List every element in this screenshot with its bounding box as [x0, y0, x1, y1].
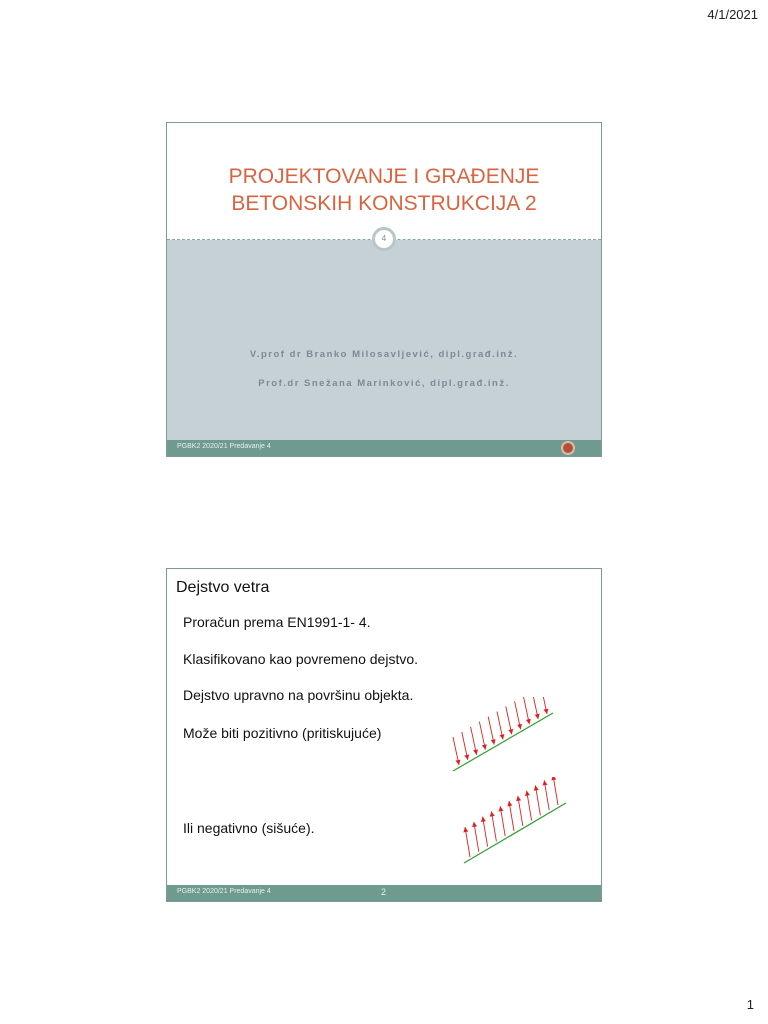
pressure-arrow: [462, 732, 469, 760]
title-body-area: [167, 240, 601, 440]
suction-arrow: [551, 777, 558, 805]
suction-arrow: [507, 801, 514, 831]
bullet-item: Dejstvo upravno na površinu objekta.: [183, 687, 414, 703]
footer-label: PGBK2 2020/21 Predavanje 4: [177, 443, 271, 450]
slide-number-badge: 4: [372, 227, 396, 251]
slide-number: 2: [381, 887, 387, 897]
negative-pressure-diagram: [452, 777, 582, 867]
slide-wind-action: [166, 568, 602, 902]
suction-arrow: [525, 791, 532, 821]
page-number: 1: [746, 997, 754, 1012]
pressure-arrow: [506, 706, 513, 734]
bullet-item: Proračun prema EN1991-1- 4.: [183, 614, 371, 630]
suction-arrow: [543, 780, 550, 810]
footer-label: PGBK2 2020/21 Predavanje 4: [177, 888, 271, 895]
bullet-item: Ili negativno (sišuće).: [183, 820, 315, 836]
slide-footer: [167, 885, 601, 901]
author-1: V.prof dr Branko Milosavljević, dipl.građ.inž.: [249, 349, 519, 360]
suction-arrow: [516, 796, 523, 826]
author-2: Prof.dr Snežana Marinković, dipl.građ.inž.: [258, 378, 510, 389]
suction-arrow: [472, 822, 479, 852]
slide-title-text: [167, 163, 601, 217]
suction-arrow: [463, 827, 470, 857]
pressure-arrow: [515, 701, 522, 729]
pressure-arrow: [488, 717, 495, 745]
suction-arrow: [481, 817, 488, 847]
title-line-2: BETONSKIH KONSTRUKCIJA 2: [231, 192, 537, 215]
slide-heading: Dejstvo vetra: [176, 579, 270, 596]
title-line-1: PROJEKTOVANJE I GRAĐENJE: [228, 165, 540, 188]
pressure-arrow: [471, 727, 478, 755]
pressure-arrow: [453, 737, 460, 765]
bullet-item: Klasifikovano kao povremeno dejstvo.: [183, 651, 419, 667]
suction-arrow: [534, 785, 541, 815]
slide-title: [166, 122, 602, 457]
suction-arrow: [499, 806, 506, 836]
page-date: 4/1/2021: [707, 7, 758, 22]
surface-line: [464, 803, 566, 863]
pressure-arrow: [541, 697, 548, 714]
title-area: [167, 123, 601, 240]
positive-pressure-diagram: [445, 697, 585, 777]
pressure-arrow: [523, 697, 530, 724]
pressure-arrow: [479, 722, 486, 750]
slide-footer: [167, 440, 601, 456]
bullet-item: Može biti pozitivno (pritiskujuće): [183, 725, 382, 741]
university-logo-icon: [561, 441, 575, 455]
pressure-arrow: [497, 712, 504, 740]
suction-arrow: [490, 811, 497, 841]
surface-line: [453, 713, 553, 771]
pressure-arrow: [532, 697, 539, 719]
